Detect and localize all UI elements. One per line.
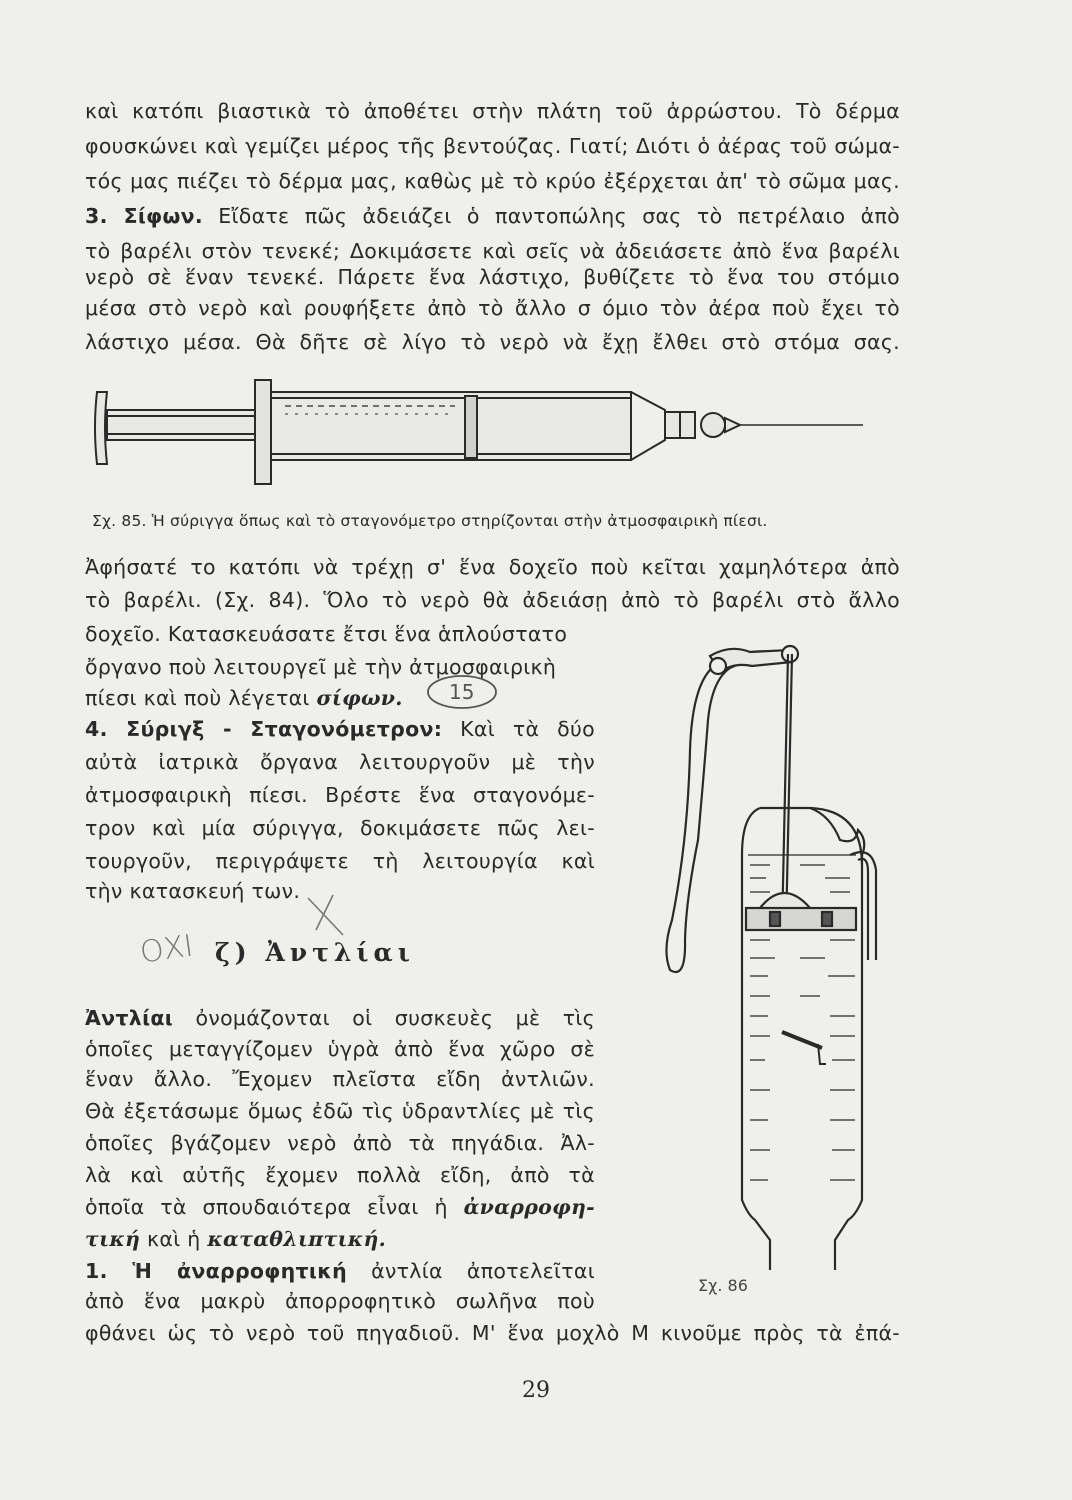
pumps-first-line: Ἀντλίαι ὀνομάζονται οἱ συσκευὲς μὲ τὶς [85, 1006, 595, 1030]
text-line: νερὸ σὲ ἕναν τενεκέ. Πάρετε ἕνα λάστιχο, βυθίζετε τὸ ἕνα του στόμιο [85, 265, 900, 289]
text-line: Θὰ ἐξετάσωμε ὅμως ἐδῶ τὶς ὑδραντλίες μὲ τὶς [85, 1099, 595, 1123]
handwritten-mark [298, 890, 358, 940]
handwritten-number: 15 [449, 680, 475, 704]
page-number: 29 [522, 1378, 550, 1403]
siphon-term-line: πίεσι καὶ ποὺ λέγεται σίφων. [85, 686, 403, 710]
siphon-term: σίφων. [316, 686, 403, 710]
section-heading: ζ) Ἀντλίαι [215, 938, 415, 967]
text-line: λὰ καὶ αὐτῆς ἔχομεν πολλὰ εἴδη, ἀπὸ τὰ [85, 1163, 595, 1187]
text-line: τὴν κατασκευή των. [85, 879, 301, 903]
text-line: τός μας πιέζει τὸ δέρμα μας, καθὼς μὲ τὸ κρύο ἐξέρχεται ἀπ' τὸ σῶμα μας. [85, 169, 900, 193]
syringe-first-line: 4. Σύριγξ - Σταγονόμετρον: Καὶ τὰ δύο [85, 717, 595, 741]
text-line: ὄργανο ποὺ λειτουργεῖ μὲ τὴν ἀτμοσφαιρικὴ [85, 655, 557, 679]
siphon-heading: 3. Σίφων. [85, 204, 203, 228]
text-line: φθάνει ὡς τὸ νερὸ τοῦ πηγαδιοῦ. Μ' ἕνα μοχλὸ Μ κινοῦμε πρὸς τὰ ἐπά- [85, 1321, 900, 1345]
text-line: τὸ βαρέλι στὸν τενεκέ; Δοκιμάσετε καὶ σεῖς νὰ ἀδειάσετε ἀπὸ ἕνα βαρέλι [85, 239, 900, 263]
text-line: λάστιχο μέσα. Θὰ δῆτε σὲ λίγο τὸ νερὸ νὰ ἔχῃ ἔλθει στὸ στόμα σας. [85, 330, 900, 354]
handwritten-note: ΟΧΙ [137, 928, 196, 971]
pumps-heading: Ἀντλίαι [85, 1006, 174, 1030]
text-line: δοχεῖο. Κατασκευάσατε ἔτσι ἕνα ἁπλούστατο [85, 622, 568, 646]
suction-first-line: 1. Ἡ ἀναρροφητική ἀντλία ἀποτελεῖται [85, 1259, 595, 1283]
text-line: ὁποῖες μεταγγίζομεν ὑγρὰ ἀπὸ ἕνα χῶρο σὲ [85, 1037, 595, 1061]
text-line: ἕναν ἄλλο. Ἔχομεν πλεῖστα εἴδη ἀντλιῶν. [85, 1067, 595, 1091]
text-line: τρον καὶ μία σύριγγα, δοκιμάσετε πῶς λει- [85, 816, 595, 840]
text-line: Ἀφήσατέ το κατόπι νὰ τρέχῃ σ' ἕνα δοχεῖο ποὺ κεῖται χαμηλότερα ἀπὸ [85, 555, 900, 579]
text-line: φουσκώνει καὶ γεμίζει μέρος τῆς βεντούζας. Γιατί; Διότι ὁ ἀέρας τοῦ σώμα- [85, 134, 900, 158]
handwritten-circled-number [422, 670, 502, 714]
pump-figure [650, 640, 900, 1270]
pumps-line-terms2: τική καὶ ἡ καταθλιπτική. [85, 1227, 387, 1251]
pumps-line-terms: ὁποῖα τὰ σπουδαιότερα εἶναι ἡ ἀναρροφη- [85, 1195, 595, 1219]
syringe-heading: 4. Σύριγξ - Σταγονόμετρον: [85, 717, 443, 741]
text-line: μέσα στὸ νερὸ καὶ ρουφήξετε ἀπὸ τὸ ἄλλο σ όμιο τὸν ἀέρα ποὺ ἔχει τὸ [85, 296, 900, 320]
fig86-caption: Σχ. 86 [698, 1276, 748, 1295]
text-line: αὐτὰ ἰατρικὰ ὄργανα λειτουργοῦν μὲ τὴν [85, 750, 595, 774]
syringe-figure [85, 372, 885, 492]
term-suction: ἀναρροφη- [463, 1195, 595, 1219]
siphon-first-text: Εἴδατε πῶς ἀδειάζει ὁ παντοπώλης σας τὸ πετρέλαιο ἀπὸ [218, 204, 900, 228]
siphon-first-line [85, 201, 900, 231]
fig85-caption: Σχ. 85. Ἡ σύριγγα ὅπως καὶ τὸ σταγονόμετρο στηρίζονται στὴν ἀτμοσφαιρικὴ πίεσι. [92, 512, 768, 530]
text-line: ἀτμοσφαιρικὴ πίεσι. Βρέστε ἕνα σταγονόμε- [85, 783, 595, 807]
text-line: ἀπὸ ἕνα μακρὺ ἀπορροφητικὸ σωλῆνα ποὺ [85, 1289, 595, 1313]
suction-heading: 1. Ἡ ἀναρροφητική [85, 1259, 347, 1283]
text-line: τὸ βαρέλι. (Σχ. 84). Ὅλο τὸ νερὸ θὰ ἀδειάσῃ ἀπὸ τὸ βαρέλι στὸ ἄλλο [85, 588, 900, 612]
text-line: ὁποῖες βγάζομεν νερὸ ἀπὸ τὰ πηγάδια. Ἀλ- [85, 1131, 595, 1155]
text-line: τουργοῦν, περιγράψετε τὴ λειτουργία καὶ [85, 849, 595, 873]
term-force: καταθλιπτική. [207, 1227, 387, 1251]
text-line: καὶ κατόπι βιαστικὰ τὸ ἀποθέτει στὴν πλάτη τοῦ ἀρρώστου. Τὸ δέρμα [85, 99, 900, 123]
